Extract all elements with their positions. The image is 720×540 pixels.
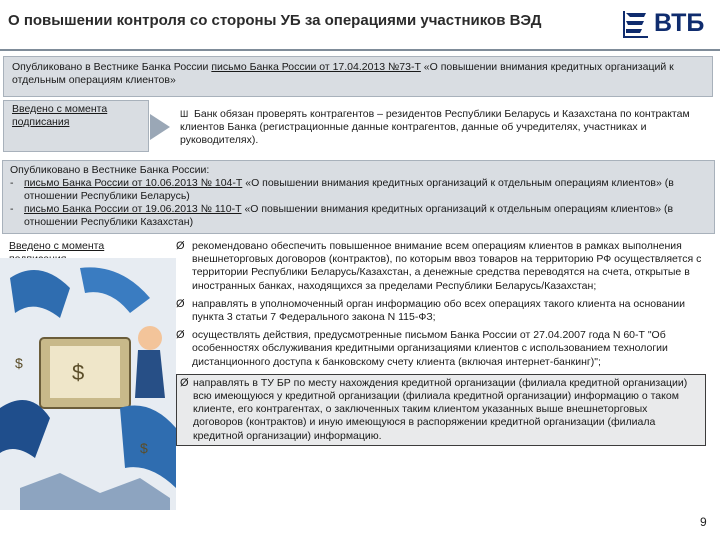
measure-text: осуществлять действия, предусмотренные письмом Банка России от 27.04.2007 года N 60-Т "Об особенностях обслуживания кредитными организациями клиентов с использованием технологии дистанционного доступа к банковскому счету клиента (включая интернет-банкинг)"; — [192, 329, 668, 368]
letter-text: «О повышении внимания кредитных организаций к отдельным операциям клиентов» (в отношении Республики Казахстан) — [24, 203, 674, 228]
letters-list — [10, 177, 707, 229]
money-transfer-illustration — [0, 258, 176, 510]
page-number: 9 — [700, 515, 707, 529]
measures-list — [176, 240, 706, 451]
list-item — [176, 329, 706, 369]
intro-box-1: Введено с момента подписания — [3, 100, 149, 152]
letter-link[interactable]: письмо Банка России от 19.06.2013 № 110-Т — [24, 203, 242, 215]
list-item-highlighted — [176, 374, 706, 446]
vtb-logo — [622, 6, 714, 44]
publication-box-2 — [2, 160, 715, 234]
dash-marker: - — [10, 177, 14, 189]
list-item — [176, 298, 706, 324]
measure-text: направлять в уполномоченный орган информацию обо всех операциях такого клиента на основании пункта 3 статьи 7 Федерального закона N 115-ФЗ; — [192, 297, 685, 324]
measure-text: рекомендовано обеспечить повышенное внимание всем операциям клиентов в рамках выполнения внешнеторговых договоров (контрактов), по которым ввоз товаров на территорию РФ осуществляется с территории Республики Беларусь/Казахстан, а денежные средства переводятся на счета, открытые в иностранных банках, находящихся за пределами Республики Беларусь/Казахстан; — [192, 240, 702, 292]
logo-text: ВТБ — [654, 9, 705, 37]
svg-text:$: $ — [140, 440, 148, 456]
requirement-marker: Ш — [180, 109, 189, 119]
intro-box-2: Введено с момента — [3, 238, 167, 262]
requirement-text — [180, 108, 700, 147]
publication-box-1 — [3, 56, 713, 97]
arrow-bullet-icon: Ø — [176, 297, 185, 310]
arrow-bullet-icon: Ø — [176, 329, 185, 342]
list-item — [10, 177, 707, 203]
list-item — [176, 240, 706, 293]
measure-text: направлять в ТУ БР по месту нахождения кредитной организации (филиала кредитной организации) всю имеющуюся у кредитной организации (филиала кредитной организации) информацию о таком клиенте, его контрагентах, о заключенных таким клиентом указанных выше внешнеторговых договоров (контрактов) и иную имеющуюся в распоряжении кредитной организации (филиала кредитной организации) информацию. — [193, 376, 688, 442]
svg-text:$: $ — [15, 355, 23, 371]
list-item — [10, 203, 707, 229]
page-title: О повышении контроля со стороны УБ за операциями участников ВЭД — [8, 12, 542, 29]
dash-marker: - — [10, 203, 14, 215]
arrow-bullet-icon: Ø — [180, 376, 189, 389]
chevron-right-icon — [150, 114, 170, 140]
letter-text: «О повышении внимания кредитных организаций к отдельным операциям клиентов» (в отношении Республики Беларусь) — [24, 177, 674, 202]
publication-1-suffix: «О повышении внимания кредитных организаций к отдельным операциям клиентов» — [12, 61, 674, 86]
header-divider — [0, 49, 720, 51]
svg-text:$: $ — [72, 360, 85, 385]
arrow-bullet-icon: Ø — [176, 240, 185, 252]
letter-link[interactable]: письмо Банка России от 10.06.2013 № 104-Т — [24, 177, 243, 189]
publication-2-heading: Опубликовано в Вестнике Банка России: — [10, 164, 210, 176]
vtb-logo-mark-icon — [622, 9, 652, 41]
requirement-body: Банк обязан проверять контрагентов – резидентов Республики Беларусь и Казахстана по контрактам клиентов Банка (регистрационные данные контрагентов, данные об учредителях, участниках и руководителях). — [180, 108, 690, 146]
publication-1-link[interactable]: письмо Банка России от 17.04.2013 №73-Т — [211, 61, 421, 73]
publication-1-prefix: Опубликовано в Вестнике Банка России — [12, 61, 212, 73]
header — [0, 0, 720, 50]
